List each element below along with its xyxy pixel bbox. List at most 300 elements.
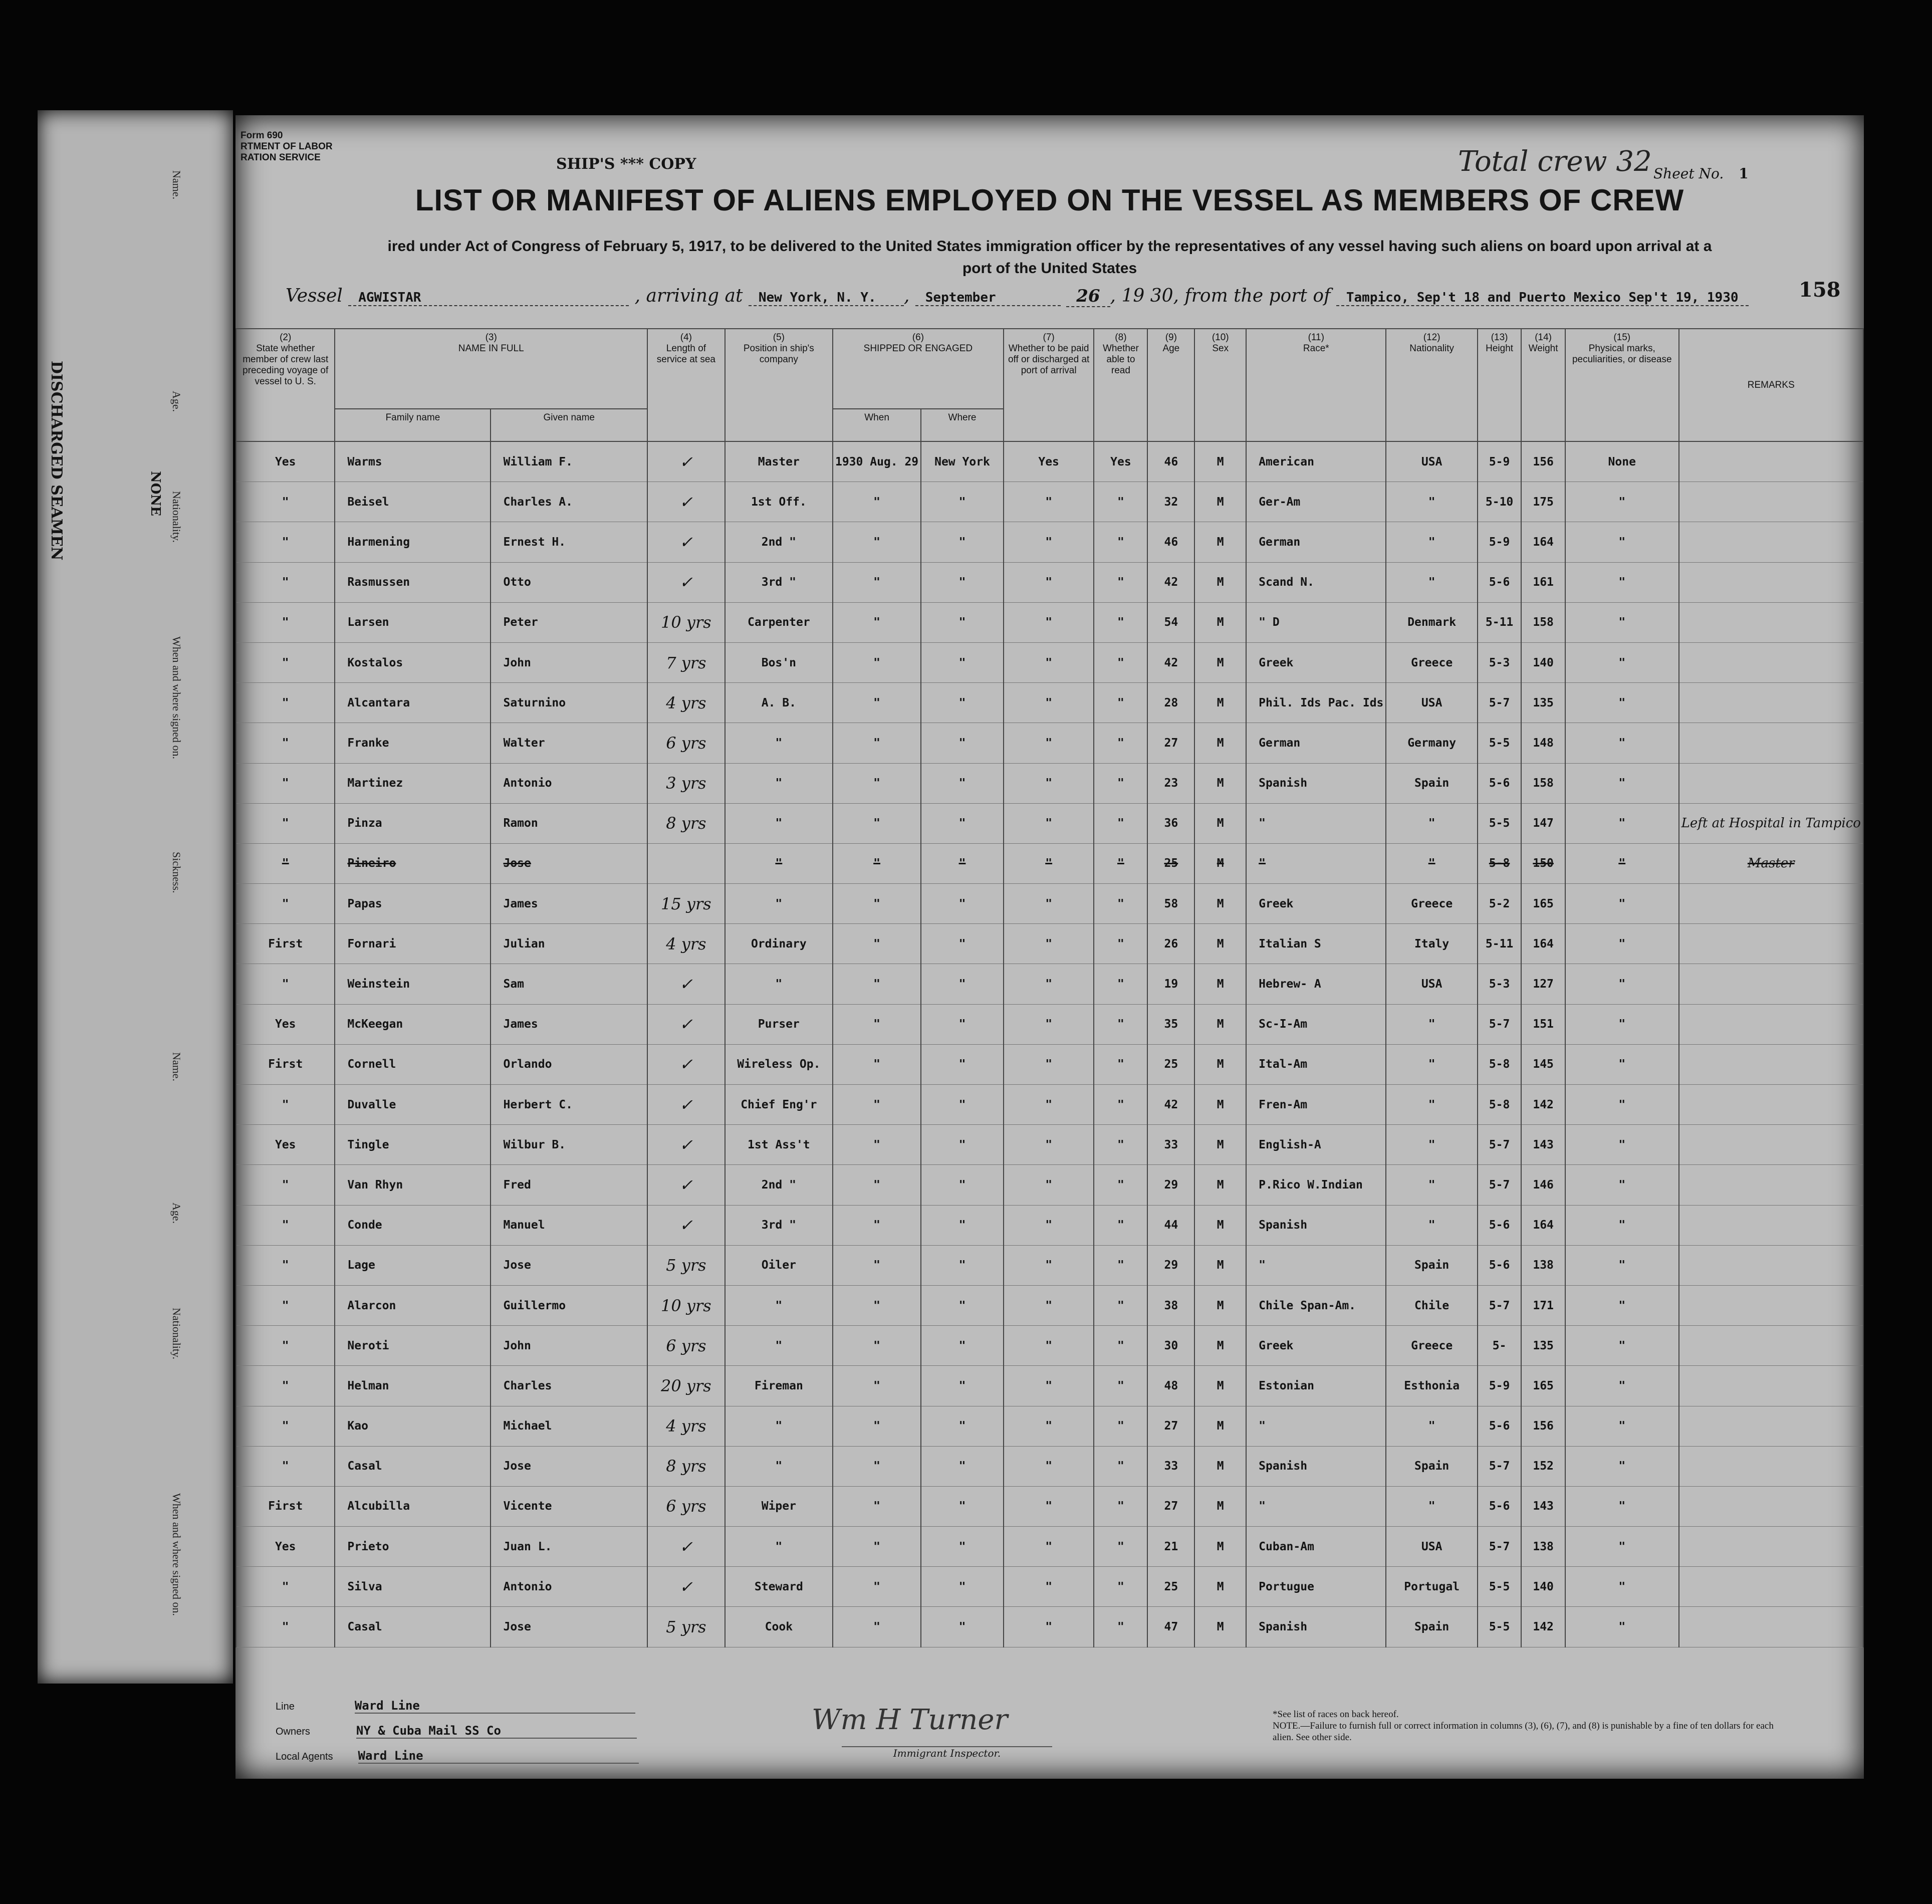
cell-weight: 143 bbox=[1521, 1125, 1565, 1165]
cell-sex: M bbox=[1194, 843, 1246, 883]
cell-sex: M bbox=[1194, 683, 1246, 723]
cell-sex: M bbox=[1194, 723, 1246, 763]
cell-nat: " bbox=[1386, 1004, 1478, 1044]
cell-weight: 164 bbox=[1521, 924, 1565, 964]
cell-read: " bbox=[1094, 1245, 1147, 1285]
cell-marks: " bbox=[1565, 964, 1679, 1004]
cell-weight: 127 bbox=[1521, 964, 1565, 1004]
cell-position: Carpenter bbox=[725, 602, 833, 642]
cell-height: 5-7 bbox=[1478, 1527, 1521, 1567]
cell-nat: USA bbox=[1386, 1527, 1478, 1567]
cell-position: Chief Eng'r bbox=[725, 1085, 833, 1125]
cell-paid: " bbox=[1004, 1326, 1094, 1366]
cell-paid: " bbox=[1004, 1205, 1094, 1245]
cell-height: 5-3 bbox=[1478, 964, 1521, 1004]
subtitle-line-1: ired under Act of Congress of February 5, 1917, to be delivered to the United States immigration officer by the representatives of any vessel having such aliens on board upon arrival at a bbox=[387, 238, 1712, 255]
cell-family: Helman bbox=[335, 1366, 491, 1406]
table-row bbox=[236, 723, 1863, 763]
cell-sex: M bbox=[1194, 562, 1246, 602]
cell-when: " bbox=[833, 763, 921, 803]
cell-service: ✓ bbox=[647, 522, 725, 562]
col-sex-header: (10) Sex bbox=[1194, 329, 1246, 441]
cell-position: Wireless Op. bbox=[725, 1044, 833, 1084]
cell-prev: " bbox=[236, 482, 335, 522]
cell-where: " bbox=[921, 964, 1004, 1004]
cell-when: " bbox=[833, 1446, 921, 1486]
cell-given: John bbox=[491, 1326, 647, 1366]
cell-height: 5-8 bbox=[1478, 1044, 1521, 1084]
table-row bbox=[236, 1607, 1863, 1647]
arriving-label: , arriving at bbox=[634, 286, 743, 306]
cell-paid: " bbox=[1004, 1607, 1094, 1647]
cell-given: Orlando bbox=[491, 1044, 647, 1084]
cell-where: " bbox=[921, 723, 1004, 763]
cell-service: ✓ bbox=[647, 562, 725, 602]
cell-marks: " bbox=[1565, 1004, 1679, 1044]
cell-marks: " bbox=[1565, 602, 1679, 642]
cell-weight: 135 bbox=[1521, 1326, 1565, 1366]
cell-where: " bbox=[921, 1285, 1004, 1325]
col-shipped-header: (6) SHIPPED OR ENGAGED bbox=[833, 329, 1004, 409]
cell-paid: " bbox=[1004, 1446, 1094, 1486]
cell-read: " bbox=[1094, 763, 1147, 803]
cell-remarks bbox=[1679, 1245, 1863, 1285]
cell-race: Spanish bbox=[1246, 1205, 1386, 1245]
cell-service: ✓ bbox=[647, 1085, 725, 1125]
cell-age: 42 bbox=[1147, 642, 1194, 682]
stub-label-age-2: Age. bbox=[170, 1203, 183, 1224]
total-crew-note: Total crew 32 bbox=[1458, 145, 1652, 178]
cell-weight: 138 bbox=[1521, 1245, 1565, 1285]
cell-height: 5-5 bbox=[1478, 723, 1521, 763]
cell-read: " bbox=[1094, 1004, 1147, 1044]
cell-remarks bbox=[1679, 884, 1863, 924]
cell-marks: " bbox=[1565, 1125, 1679, 1165]
cell-nat: USA bbox=[1386, 964, 1478, 1004]
cell-given: Ernest H. bbox=[491, 522, 647, 562]
cell-remarks bbox=[1679, 1085, 1863, 1125]
cell-read: " bbox=[1094, 803, 1147, 843]
cell-weight: 165 bbox=[1521, 884, 1565, 924]
cell-family: Conde bbox=[335, 1205, 491, 1245]
cell-height: 5-7 bbox=[1478, 1285, 1521, 1325]
table-row bbox=[236, 1125, 1863, 1165]
cell-marks: " bbox=[1565, 482, 1679, 522]
cell-given: Ramon bbox=[491, 803, 647, 843]
cell-where: " bbox=[921, 1165, 1004, 1205]
sheet-number bbox=[1653, 165, 1749, 182]
cell-paid: " bbox=[1004, 763, 1094, 803]
cell-when: " bbox=[833, 723, 921, 763]
cell-age: 33 bbox=[1147, 1446, 1194, 1486]
cell-position: " bbox=[725, 1326, 833, 1366]
cell-prev: " bbox=[236, 1205, 335, 1245]
cell-prev: Yes bbox=[236, 441, 335, 482]
cell-weight: 151 bbox=[1521, 1004, 1565, 1044]
col-weight-header: (14) Weight bbox=[1521, 329, 1565, 441]
cell-sex: M bbox=[1194, 1406, 1246, 1446]
cell-weight: 171 bbox=[1521, 1285, 1565, 1325]
cell-given: Guillermo bbox=[491, 1285, 647, 1325]
cell-nat: " bbox=[1386, 1165, 1478, 1205]
cell-paid: " bbox=[1004, 1285, 1094, 1325]
cell-sex: M bbox=[1194, 642, 1246, 682]
col-height-header: (13) Height bbox=[1478, 329, 1521, 441]
cell-weight: 142 bbox=[1521, 1607, 1565, 1647]
table-row bbox=[236, 562, 1863, 602]
cell-given: Fred bbox=[491, 1165, 647, 1205]
cell-sex: M bbox=[1194, 1245, 1246, 1285]
cell-marks: " bbox=[1565, 1205, 1679, 1245]
cell-race: " D bbox=[1246, 602, 1386, 642]
footer-line bbox=[276, 1699, 635, 1714]
cell-remarks: Left at Hospital in Tampico bbox=[1679, 803, 1863, 843]
cell-when: " bbox=[833, 964, 921, 1004]
cell-where: " bbox=[921, 1527, 1004, 1567]
cell-paid: " bbox=[1004, 482, 1094, 522]
cell-weight: 158 bbox=[1521, 602, 1565, 642]
cell-age: 44 bbox=[1147, 1205, 1194, 1245]
cell-read: " bbox=[1094, 1366, 1147, 1406]
cell-service: 4 yrs bbox=[647, 1406, 725, 1446]
cell-paid: " bbox=[1004, 522, 1094, 562]
cell-age: 25 bbox=[1147, 843, 1194, 883]
cell-marks: " bbox=[1565, 1527, 1679, 1567]
cell-age: 23 bbox=[1147, 763, 1194, 803]
cell-marks: " bbox=[1565, 1567, 1679, 1607]
cell-read: " bbox=[1094, 924, 1147, 964]
cell-position: " bbox=[725, 1406, 833, 1446]
cell-race: Portugue bbox=[1246, 1567, 1386, 1607]
cell-prev: " bbox=[236, 1607, 335, 1647]
arrival-month: September bbox=[915, 290, 1061, 306]
cell-position: Wiper bbox=[725, 1486, 833, 1526]
cell-family: Harmening bbox=[335, 522, 491, 562]
cell-sex: M bbox=[1194, 1567, 1246, 1607]
cell-read: " bbox=[1094, 482, 1147, 522]
cell-given: Saturnino bbox=[491, 683, 647, 723]
cell-remarks bbox=[1679, 562, 1863, 602]
cell-sex: M bbox=[1194, 482, 1246, 522]
owners-value: NY & Cuba Mail SS Co bbox=[356, 1724, 637, 1739]
cell-where: " bbox=[921, 763, 1004, 803]
form-department: RTMENT OF LABOR bbox=[240, 141, 333, 152]
cell-remarks bbox=[1679, 602, 1863, 642]
stub-label-name-2: Name. bbox=[170, 1052, 183, 1082]
cell-nat: " bbox=[1386, 803, 1478, 843]
cell-age: 42 bbox=[1147, 562, 1194, 602]
cell-nat: Spain bbox=[1386, 1245, 1478, 1285]
table-row bbox=[236, 1085, 1863, 1125]
cell-given: Peter bbox=[491, 602, 647, 642]
cell-given: Herbert C. bbox=[491, 1085, 647, 1125]
cell-given: Michael bbox=[491, 1406, 647, 1446]
cell-remarks bbox=[1679, 1125, 1863, 1165]
cell-remarks bbox=[1679, 1205, 1863, 1245]
cell-service: 10 yrs bbox=[647, 1285, 725, 1325]
cell-read: " bbox=[1094, 1285, 1147, 1325]
cell-when: " bbox=[833, 884, 921, 924]
cell-race: German bbox=[1246, 522, 1386, 562]
cell-marks: " bbox=[1565, 642, 1679, 682]
cell-paid: " bbox=[1004, 1567, 1094, 1607]
cell-remarks bbox=[1679, 723, 1863, 763]
table-row bbox=[236, 683, 1863, 723]
form-number: Form 690 bbox=[240, 130, 283, 141]
cell-family: Kao bbox=[335, 1406, 491, 1446]
cell-read: " bbox=[1094, 683, 1147, 723]
cell-given: Jose bbox=[491, 1607, 647, 1647]
cell-weight: 164 bbox=[1521, 1205, 1565, 1245]
cell-race: " bbox=[1246, 1245, 1386, 1285]
cell-weight: 175 bbox=[1521, 482, 1565, 522]
cell-when: " bbox=[833, 1567, 921, 1607]
cell-where: " bbox=[921, 1607, 1004, 1647]
table-row bbox=[236, 1406, 1863, 1446]
cell-paid: " bbox=[1004, 1527, 1094, 1567]
cell-paid: " bbox=[1004, 884, 1094, 924]
cell-position: Purser bbox=[725, 1004, 833, 1044]
cell-prev: " bbox=[236, 562, 335, 602]
cell-weight: 158 bbox=[1521, 763, 1565, 803]
cell-paid: " bbox=[1004, 1406, 1094, 1446]
cell-given: Manuel bbox=[491, 1205, 647, 1245]
cell-age: 27 bbox=[1147, 1406, 1194, 1446]
cell-when: " bbox=[833, 1165, 921, 1205]
cell-weight: 147 bbox=[1521, 803, 1565, 843]
cell-service: 3 yrs bbox=[647, 763, 725, 803]
form-service: RATION SERVICE bbox=[240, 152, 321, 163]
cell-height: 5-5 bbox=[1478, 803, 1521, 843]
cell-family: Neroti bbox=[335, 1326, 491, 1366]
cell-weight: 164 bbox=[1521, 522, 1565, 562]
cell-remarks bbox=[1679, 482, 1863, 522]
cell-weight: 140 bbox=[1521, 1567, 1565, 1607]
cell-remarks bbox=[1679, 683, 1863, 723]
cell-age: 36 bbox=[1147, 803, 1194, 843]
cell-read: " bbox=[1094, 1406, 1147, 1446]
cell-position: 2nd " bbox=[725, 522, 833, 562]
cell-age: 25 bbox=[1147, 1567, 1194, 1607]
cell-prev: " bbox=[236, 1406, 335, 1446]
cell-prev: " bbox=[236, 602, 335, 642]
cell-age: 35 bbox=[1147, 1004, 1194, 1044]
cell-height: 5-11 bbox=[1478, 602, 1521, 642]
cell-service: ✓ bbox=[647, 1165, 725, 1205]
cell-paid: " bbox=[1004, 642, 1094, 682]
cell-when: " bbox=[833, 1366, 921, 1406]
cell-paid: " bbox=[1004, 924, 1094, 964]
cell-remarks bbox=[1679, 1446, 1863, 1486]
cell-where: " bbox=[921, 1326, 1004, 1366]
cell-sex: M bbox=[1194, 522, 1246, 562]
cell-when: " bbox=[833, 924, 921, 964]
cell-position: Bos'n bbox=[725, 642, 833, 682]
cell-where: " bbox=[921, 884, 1004, 924]
sheet-number-label: Sheet No. bbox=[1653, 165, 1724, 182]
cell-prev: " bbox=[236, 763, 335, 803]
cell-family: Alcubilla bbox=[335, 1486, 491, 1526]
cell-nat: " bbox=[1386, 1205, 1478, 1245]
cell-race: Fren-Am bbox=[1246, 1085, 1386, 1125]
cell-family: Silva bbox=[335, 1567, 491, 1607]
cell-where: " bbox=[921, 1366, 1004, 1406]
cell-family: Warms bbox=[335, 441, 491, 482]
stub-label-nationality-2: Nationality. bbox=[170, 1308, 183, 1360]
cell-given: Juan L. bbox=[491, 1527, 647, 1567]
cell-where: " bbox=[921, 1044, 1004, 1084]
cell-read: " bbox=[1094, 522, 1147, 562]
cell-service: 7 yrs bbox=[647, 642, 725, 682]
cell-race: Italian S bbox=[1246, 924, 1386, 964]
cell-when: " bbox=[833, 1085, 921, 1125]
cell-sex: M bbox=[1194, 1366, 1246, 1406]
col-family-name-header: Family name bbox=[335, 409, 491, 441]
cell-prev: " bbox=[236, 803, 335, 843]
cell-read: " bbox=[1094, 1326, 1147, 1366]
cell-given: Charles A. bbox=[491, 482, 647, 522]
cell-race: Ger-Am bbox=[1246, 482, 1386, 522]
cell-given: Jose bbox=[491, 843, 647, 883]
cell-prev: " bbox=[236, 683, 335, 723]
cell-nat: " bbox=[1386, 843, 1478, 883]
cell-nat: Spain bbox=[1386, 1607, 1478, 1647]
page-subtitle bbox=[235, 235, 1864, 280]
cell-given: Sam bbox=[491, 964, 647, 1004]
cell-family: Cornell bbox=[335, 1044, 491, 1084]
from-port: Tampico, Sep't 18 and Puerto Mexico Sep't 19, 1930 bbox=[1336, 290, 1749, 306]
cell-race: Greek bbox=[1246, 884, 1386, 924]
col-age-header: (9) Age bbox=[1147, 329, 1194, 441]
cell-position: 3rd " bbox=[725, 1205, 833, 1245]
cell-family: Papas bbox=[335, 884, 491, 924]
cell-race: Scand N. bbox=[1246, 562, 1386, 602]
cell-read: " bbox=[1094, 884, 1147, 924]
cell-height: 5-9 bbox=[1478, 441, 1521, 482]
cell-when: " bbox=[833, 1527, 921, 1567]
cell-prev: " bbox=[236, 1567, 335, 1607]
cell-remarks bbox=[1679, 1165, 1863, 1205]
cell-position: " bbox=[725, 1527, 833, 1567]
cell-service: 4 yrs bbox=[647, 924, 725, 964]
cell-paid: " bbox=[1004, 602, 1094, 642]
cell-sex: M bbox=[1194, 964, 1246, 1004]
arriving-port: New York, N. Y. bbox=[749, 290, 904, 306]
table-row bbox=[236, 1446, 1863, 1486]
cell-prev: " bbox=[236, 1165, 335, 1205]
cell-where: New York bbox=[921, 441, 1004, 482]
vessel-name: AGWISTAR bbox=[348, 290, 629, 306]
cell-service: 6 yrs bbox=[647, 1326, 725, 1366]
col-marks-header: (15) Physical marks, peculiarities, or disease bbox=[1565, 329, 1679, 441]
cell-remarks: Master bbox=[1679, 843, 1863, 883]
cell-remarks bbox=[1679, 763, 1863, 803]
cell-race: Ital-Am bbox=[1246, 1044, 1386, 1084]
cell-service: ✓ bbox=[647, 1567, 725, 1607]
cell-sex: M bbox=[1194, 884, 1246, 924]
cell-position: Steward bbox=[725, 1567, 833, 1607]
cell-marks: " bbox=[1565, 1326, 1679, 1366]
cell-prev: Yes bbox=[236, 1125, 335, 1165]
cell-age: 28 bbox=[1147, 683, 1194, 723]
cell-paid: " bbox=[1004, 562, 1094, 602]
cell-marks: " bbox=[1565, 1406, 1679, 1446]
cell-when: " bbox=[833, 562, 921, 602]
cell-given: John bbox=[491, 642, 647, 682]
cell-age: 19 bbox=[1147, 964, 1194, 1004]
cell-weight: 145 bbox=[1521, 1044, 1565, 1084]
cell-marks: " bbox=[1565, 1245, 1679, 1285]
cell-prev: " bbox=[236, 1085, 335, 1125]
cell-service: 4 yrs bbox=[647, 683, 725, 723]
cell-marks: " bbox=[1565, 803, 1679, 843]
cell-read: " bbox=[1094, 1085, 1147, 1125]
cell-race: American bbox=[1246, 441, 1386, 482]
cell-service: 20 yrs bbox=[647, 1366, 725, 1406]
cell-marks: " bbox=[1565, 843, 1679, 883]
cell-given: James bbox=[491, 1004, 647, 1044]
cell-nat: Italy bbox=[1386, 924, 1478, 964]
cell-height: 5-6 bbox=[1478, 562, 1521, 602]
cell-race: Spanish bbox=[1246, 763, 1386, 803]
cell-age: 33 bbox=[1147, 1125, 1194, 1165]
cell-age: 21 bbox=[1147, 1527, 1194, 1567]
cell-paid: Yes bbox=[1004, 441, 1094, 482]
cell-family: Tingle bbox=[335, 1125, 491, 1165]
line-value: Ward Line bbox=[355, 1699, 635, 1714]
agents-label: Local Agents bbox=[276, 1751, 333, 1762]
cell-where: " bbox=[921, 924, 1004, 964]
page-title: LIST OR MANIFEST OF ALIENS EMPLOYED ON THE VESSEL AS MEMBERS OF CREW bbox=[415, 183, 1684, 217]
vessel-label: Vessel bbox=[286, 286, 343, 306]
cell-paid: " bbox=[1004, 1245, 1094, 1285]
cell-height: 5-7 bbox=[1478, 1446, 1521, 1486]
cell-marks: " bbox=[1565, 1607, 1679, 1647]
cell-paid: " bbox=[1004, 803, 1094, 843]
cell-height: 5-7 bbox=[1478, 1125, 1521, 1165]
cell-race: Phil. Ids Pac. Ids bbox=[1246, 683, 1386, 723]
cell-when: " bbox=[833, 1125, 921, 1165]
cell-nat: Greece bbox=[1386, 884, 1478, 924]
cell-remarks bbox=[1679, 1527, 1863, 1567]
cell-paid: " bbox=[1004, 1044, 1094, 1084]
cell-when: 1930 Aug. 29 bbox=[833, 441, 921, 482]
cell-where: " bbox=[921, 1125, 1004, 1165]
cell-when: " bbox=[833, 683, 921, 723]
cell-read: " bbox=[1094, 1205, 1147, 1245]
cell-height: 5- bbox=[1478, 1326, 1521, 1366]
cell-given: Charles bbox=[491, 1366, 647, 1406]
manifest-footer bbox=[235, 1689, 1864, 1779]
cell-marks: " bbox=[1565, 1044, 1679, 1084]
cell-read: " bbox=[1094, 562, 1147, 602]
cell-service: 5 yrs bbox=[647, 1607, 725, 1647]
cell-nat: Esthonia bbox=[1386, 1366, 1478, 1406]
cell-read: " bbox=[1094, 602, 1147, 642]
cell-age: 29 bbox=[1147, 1245, 1194, 1285]
cell-weight: 138 bbox=[1521, 1527, 1565, 1567]
table-row bbox=[236, 1165, 1863, 1205]
vessel-line: Vessel AGWISTAR , arriving at New York, N. Y. , September 26 , 19 30, from the port of Tampico, Sep't 18 and Puerto Mexico Sep't 19, 1930 bbox=[286, 286, 1749, 307]
cell-remarks bbox=[1679, 1004, 1863, 1044]
cell-height: 5-7 bbox=[1478, 1004, 1521, 1044]
arrival-year: 19 30 bbox=[1121, 286, 1173, 306]
page-number: 158 bbox=[1799, 278, 1841, 302]
col-where-header: Where bbox=[921, 409, 1004, 441]
cell-nat: " bbox=[1386, 1486, 1478, 1526]
cell-nat: Spain bbox=[1386, 763, 1478, 803]
cell-prev: First bbox=[236, 1486, 335, 1526]
